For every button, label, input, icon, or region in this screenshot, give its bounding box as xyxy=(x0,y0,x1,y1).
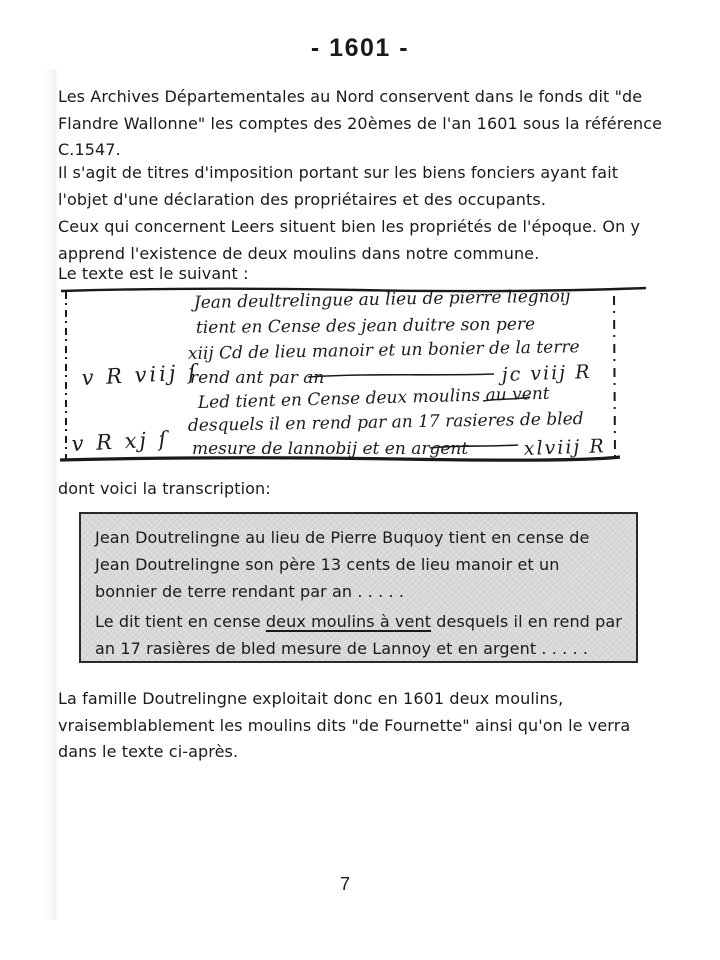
manuscript-margin-note-2: v R xj ſ xyxy=(71,426,170,456)
manuscript-drawing xyxy=(58,284,650,468)
manuscript-line-7: mesure de lannobij et en argent xyxy=(192,439,469,459)
manuscript-line-6: desquels il en rend par an 17 rasieres de bled xyxy=(187,409,584,436)
manuscript-frame-right xyxy=(614,296,615,457)
manuscript-total-2: xlviij R xyxy=(523,435,607,460)
manuscript-dash-rule-1 xyxy=(308,374,494,377)
manuscript-margin-note-1: v R viij ſ xyxy=(81,359,200,390)
transcription-paragraph-1: Jean Doutrelingne au lieu de Pierre Buquoy tient en cense de Jean Doutrelingne son père 13 cents de lieu manoir et un bonnier de terre rendant par an . . . . . xyxy=(95,528,590,601)
page-title: - 1601 - xyxy=(310,34,410,62)
transcription-underlined-phrase: deux moulins à vent xyxy=(265,612,432,631)
paragraph-archives: Les Archives Départementales au Nord conservent dans le fonds dit "de Flandre Wallonne" les comptes des 20èmes de l'an 1601 sous la référence C.1547. xyxy=(58,87,663,159)
transcription-box xyxy=(79,512,638,663)
transcription-paragraph-2 xyxy=(95,608,622,662)
transcription-lead-in: dont voici la transcription: xyxy=(58,479,271,498)
transcription-p2-pre: Le dit tient en cense xyxy=(95,612,266,631)
page-number: 7 xyxy=(339,874,350,894)
manuscript-total-1: jc viij R xyxy=(501,360,592,386)
manuscript-scan-figure xyxy=(58,284,650,468)
manuscript-line-3: xiij Cd de lieu manoir et un bonier de la terre xyxy=(187,337,580,364)
paragraph-imposition: Il s'agit de titres d'imposition portant sur les biens fonciers ayant fait l'objet d'une déclaration des propriétaires et des occupants. xyxy=(58,163,619,209)
conclusion-paragraph: La famille Doutrelingne exploitait donc en 1601 deux moulins, vraisemblablement les moulins dits "de Fournette" ainsi qu'on le verra dans le texte ci-après. xyxy=(58,689,631,761)
manuscript-line-5: Led tient en Cense deux moulins au vent xyxy=(197,383,550,413)
manuscript-line-4: rend ant par an xyxy=(190,368,325,388)
transcription-p2-post: desquels il en rend par an 17 rasières de bled mesure de Lannoy et en argent . . . . . xyxy=(95,612,622,658)
manuscript-line-2: tient en Cense des jean duitre son pere xyxy=(195,314,536,338)
paragraph-leers: Ceux qui concernent Leers situent bien les propriétés de l'époque. On y apprend l'existence de deux moulins dans notre commune. xyxy=(58,217,641,263)
paragraph-lead-in: Le texte est le suivant : xyxy=(58,264,249,283)
manuscript-line-1: Jean deultrelingue au lieu de pierre liegnoij xyxy=(193,286,571,313)
scan-edge-shadow xyxy=(44,70,57,920)
